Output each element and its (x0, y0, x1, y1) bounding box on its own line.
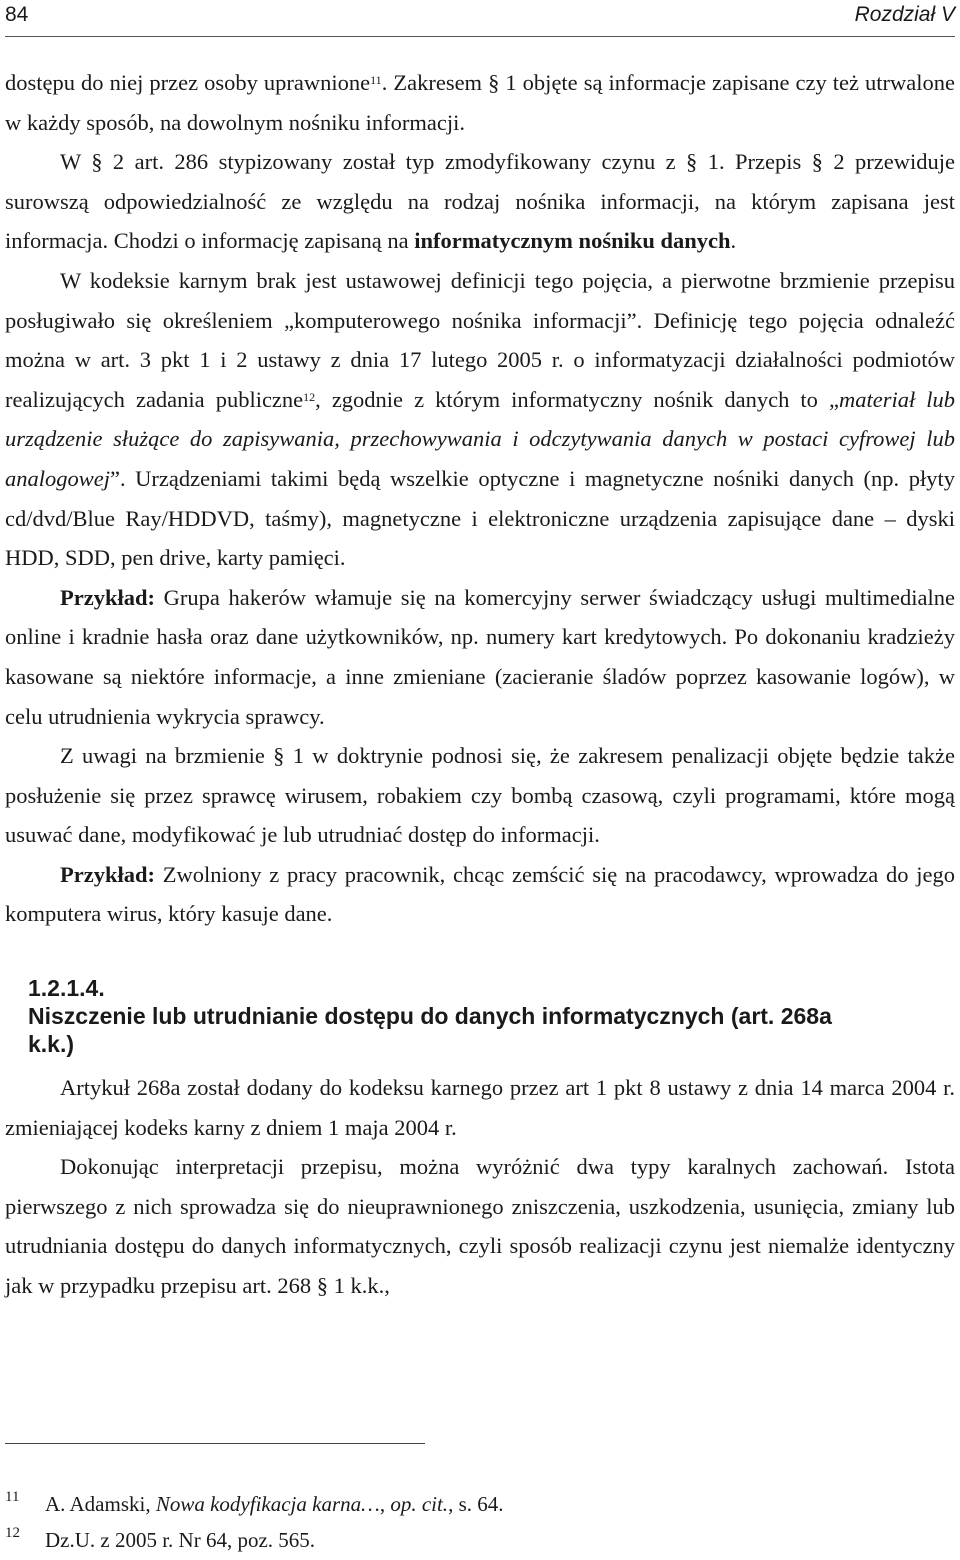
chapter-title: Rozdział V (854, 3, 955, 26)
page-number: 84 (5, 3, 29, 26)
footnote-ref[interactable]: 12 (303, 389, 316, 404)
italic-quote: materiał lub urządzenie służące do zapisywania, przechowywania i odczytywania danych w postaci cyfrowej lub analogowej (5, 386, 956, 491)
example-paragraph: Przykład: Grupa hakerów włamuje się na komercyjny serwer świadczący usługi multimedialne online i kradnie hasła oraz dane użytkowników, np. numery kart kredytowych. Po dokonaniu kradzieży kasowane są niektóre informacje, a inne zmieniane (zacieranie śladów poprzez kasowanie logów), w celu utrudnienia wykrycia sprawcy. (5, 584, 955, 729)
footnotes (5, 1488, 955, 1560)
footnote-number: 11 (5, 1489, 20, 1505)
paragraph: W kodeksie karnym brak jest ustawowej definicji tego pojęcia, a pierwotne brzmienie przepisu posługiwało się określeniem „komputerowego nośnika informacji”. Definicję tego pojęcia odnaleźć można w art. 3 pkt 1 i 2 ustawy z dnia 17 lutego 2005 r. o informatyzacji działalności podmiotów realizujących zadania publiczne$^{12}$, zgodnie z którym informatyczny nośnik danych to „materiał lub urządzenie służące do zapisywania, przechowywania i odczytywania danych w postaci cyfrowej lub analogowej”. Urządzeniami takimi będą wszelkie optyczne i magnetyczne nośniki danych (np. płyty cd/dvd/Blue Ray/HDDVD, taśmy), magnetyczne i elektroniczne urządzenia zapisujące dane – dyski HDD, SDD, pen drive, karty pamięci. (5, 267, 956, 571)
footnote: 12 Dz.U. z 2005 r. Nr 64, poz. 565. (5, 1524, 955, 1556)
page-body (5, 63, 955, 1306)
section-heading (5, 974, 955, 1058)
paragraph: W § 2 art. 286 stypizowany został typ zmodyfikowany czynu z § 1. Przepis § 2 przewiduje surowszą odpowiedzialność ze względu na rodzaj nośnika informacji, na którym zapisana jest informacja. Chodzi o informację zapisaną na informatycznym nośniku danych. (5, 149, 955, 254)
paragraph: Dokonując interpretacji przepisu, można wyróżnić dwa typy karalnych zachowań. Istota pierwszego z nich sprowadza się do nieuprawnionego zniszczenia, uszkodzenia, usunięcia, zmiany lub utrudniania dostępu do danych informatycznych, czyli sposób realizacji czynu jest niemalże identyczny jak w przypadku przepisu art. 268 § 1 k.k., (5, 1154, 955, 1299)
footnote-number: 12 (5, 1525, 20, 1541)
footnote-ref[interactable]: 11 (370, 73, 382, 87)
footnote-separator (5, 1443, 425, 1444)
running-header (5, 0, 955, 37)
example-label: Przykład: (60, 584, 155, 610)
bold-term: informatycznym nośniku danych (414, 228, 731, 254)
example-paragraph: Przykład: Zwolniony z pracy pracownik, chcąc zemścić się na pracodawcy, wprowadza do jego komputera wirus, który kasuje dane. (5, 861, 955, 927)
paragraph: Artykuł 268a został dodany do kodeksu karnego przez art 1 pkt 8 ustawy z dnia 14 marca 2004 r. zmieniającej kodeks karny z dniem 1 maja 2004 r. (5, 1075, 955, 1140)
paragraph: dostępu do niej przez osoby uprawnione$^{11}$. Zakresem § 1 objęte są informacje zapisane czy też utrwalone w każdy sposób, na dowolnym nośniku informacji. (5, 70, 955, 135)
section-number: 1.2.1.4. (28, 975, 105, 1002)
example-label: Przykład: (60, 861, 155, 887)
footnote: 11 A. Adamski, Nowa kodyfikacja karna…, op. cit., s. 64. (5, 1488, 955, 1520)
paragraph: Z uwagi na brzmienie § 1 w doktrynie podnosi się, że zakresem penalizacji objęte będzie także posłużenie się przez sprawcę wirusem, robakiem czy bombą czasową, czyli programami, które mogą usuwać dane, modyfikować je lub utrudniać dostęp do informacji. (5, 743, 955, 848)
section-title: Niszczenie lub utrudnianie dostępu do danych informatycznych (art. 268a k.k.) (28, 1003, 832, 1058)
